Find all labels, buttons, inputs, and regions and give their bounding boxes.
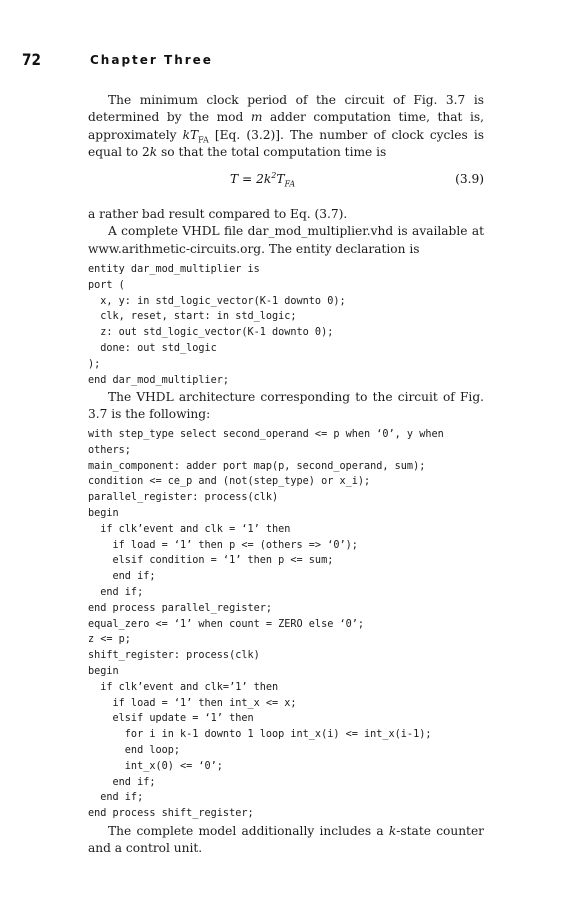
code-line: x, y: in std_logic_vector(K-1 downto 0);	[88, 295, 346, 307]
code-line: parallel_register: process(clk)	[88, 492, 279, 504]
code-line: if load = ‘1’ then int_x <= x;	[88, 697, 297, 709]
paragraph-architecture-intro: The VHDL architecture corresponding to the circuit of Fig. 3.7 is the following:	[88, 390, 484, 422]
code-line: port (	[88, 279, 125, 291]
code-line: z: out std_logic_vector(K-1 downto 0);	[88, 327, 334, 339]
paragraph-clock-period: The minimum clock period of the circuit of Fig. 3.7 is determined by the mod m adder computation time, that is, approximately $kT_{FA}$ [Eq. (3.2)]. The number of clock cycles is equal to 2k so that the total computation time is	[88, 93, 484, 160]
code-line: elsif condition = ‘1’ then p <= sum;	[88, 555, 334, 567]
code-line: end dar_mod_multiplier;	[88, 374, 230, 386]
code-line: clk, reset, start: in std_logic;	[88, 311, 297, 323]
equation-formula: $T = 2k^2T_{FA}$	[230, 170, 296, 189]
equation-number: (3.9)	[455, 172, 484, 186]
code-architecture	[88, 427, 488, 822]
code-line: z <= p;	[88, 634, 131, 646]
code-line: if clk’event and clk = ‘1’ then	[88, 523, 291, 535]
code-line: equal_zero <= ‘1’ when count = ZERO else ‘0’;	[88, 618, 365, 630]
code-line: done: out std_logic	[88, 342, 217, 354]
chapter-title: Chapter Three	[90, 53, 213, 67]
code-line: if load = ‘1’ then p <= (others => ‘0’);	[88, 539, 358, 551]
code-line: entity dar_mod_multiplier is	[88, 264, 260, 275]
code-line: begin	[88, 507, 119, 519]
code-line: end if;	[88, 586, 144, 598]
code-line: end if;	[88, 792, 144, 804]
paragraph-result: a rather bad result compared to Eq. (3.7). A complete VHDL file dar_mod_multiplier.vhd is available at www.arithmetic-circuits.org. The entity declaration is	[88, 206, 484, 258]
code-line: with step_type select second_operand <= p when ‘0’, y when	[88, 429, 444, 440]
code-line: end process shift_register;	[88, 808, 254, 820]
code-line: if clk’event and clk=’1’ then	[88, 681, 279, 693]
code-line: elsif update = ‘1’ then	[88, 713, 254, 725]
code-line: end if;	[88, 776, 156, 788]
code-line: begin	[88, 665, 119, 677]
code-line: main_component: adder port map(p, second_operand, sum);	[88, 460, 426, 472]
code-line: for i in k-1 downto 1 loop int_x(i) <= int_x(i-1);	[88, 729, 432, 741]
code-line: end process parallel_register;	[88, 602, 273, 614]
code-entity-declaration	[88, 262, 488, 388]
code-line: );	[88, 358, 101, 370]
paragraph-vhdl-file: A complete VHDL file dar_mod_multiplier.vhd is available at www.arithmetic-circuits.org. The entity declaration is	[88, 224, 484, 256]
page-number: 72	[22, 50, 41, 69]
equation-3-9	[88, 172, 484, 192]
code-line: end loop;	[88, 744, 181, 756]
code-line: others;	[88, 444, 131, 456]
code-line: end if;	[88, 571, 156, 583]
paragraph-complete-model: The complete model additionally includes a k-state counter and a control unit.	[88, 824, 484, 856]
code-line: condition <= ce_p and (not(step_type) or x_i);	[88, 476, 371, 488]
code-line: int_x(0) <= ‘0’;	[88, 760, 223, 772]
code-line: shift_register: process(clk)	[88, 650, 260, 662]
